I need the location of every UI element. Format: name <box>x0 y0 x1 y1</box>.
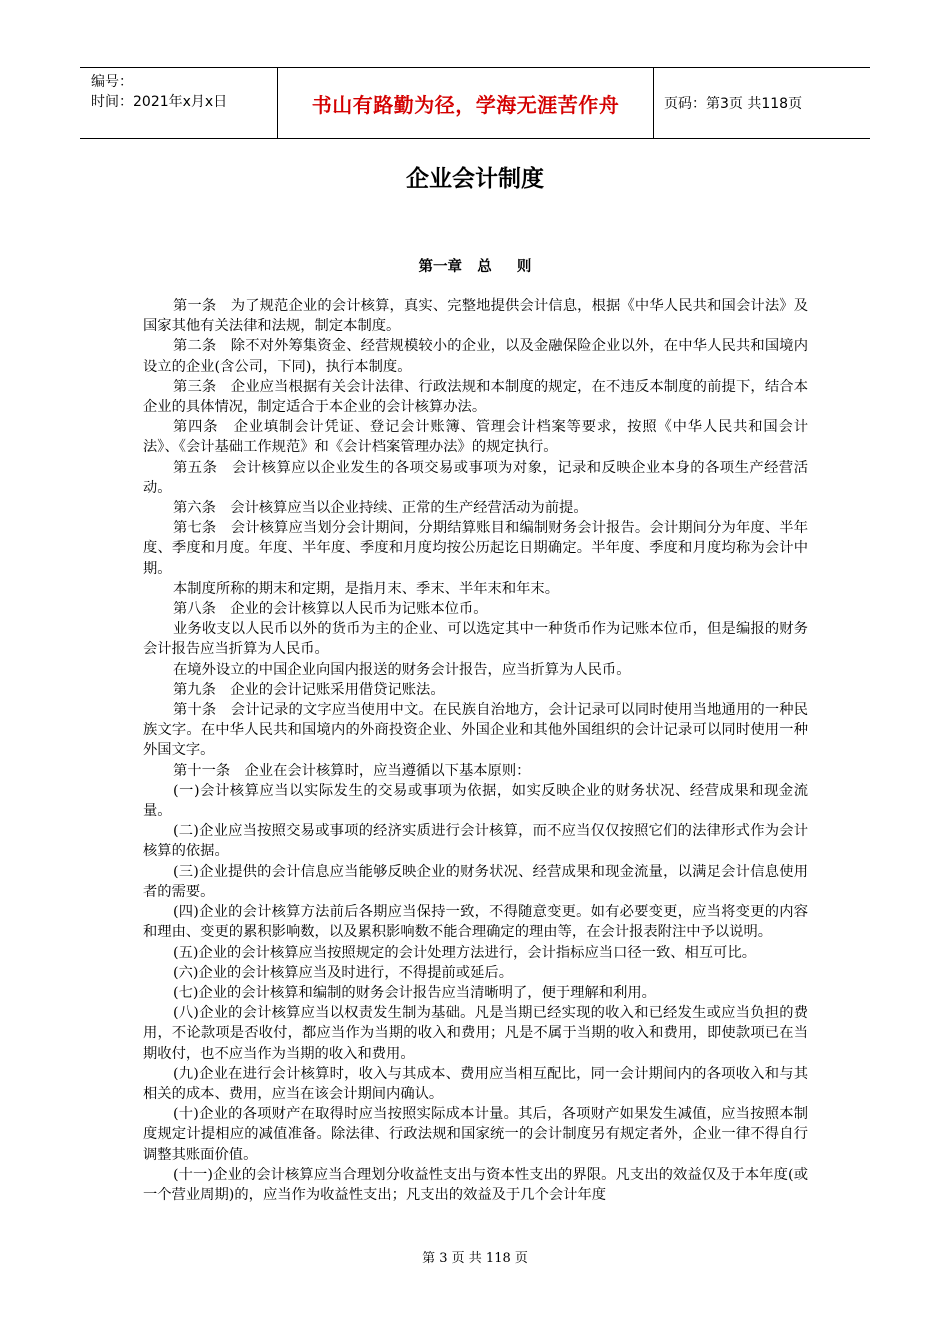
document-body <box>143 296 808 1205</box>
page-header <box>80 67 870 139</box>
article-paragraph: (十)企业的各项财产在取得时应当按照实际成本计量。其后，各项财产如果发生减值，应当按照本制度规定计提相应的减值准备。除法律、行政法规和国家统一的会计制度另有规定者外，企业一律不得自行调整其账面价值。 <box>143 1106 808 1163</box>
article-paragraph: 第十一条 企业在会计核算时，应当遵循以下基本原则： <box>173 762 531 779</box>
article-paragraph: (一)会计核算应当以实际发生的交易或事项为依据，如实反映企业的财务状况、经营成果和现金流量。 <box>143 782 808 820</box>
header-meta <box>80 68 278 138</box>
article-paragraph: 第七条 会计核算应当划分会计期间，分期结算账目和编制财务会计报告。会计期间分为年度、半年度、季度和月度。年度、半年度、季度和月度均按公历起讫日期确定。半年度、季度和月度均称为会计中期。 <box>143 520 808 577</box>
article-paragraph: 第五条 会计核算应以企业发生的各项交易或事项为对象，记录和反映企业本身的各项生产经营活动。 <box>143 459 808 496</box>
chapter-heading: 第一章 总 则 <box>418 259 532 275</box>
page-footer: 第 3 页 共 118 页 <box>422 1251 528 1266</box>
article-paragraph: 第九条 企业的会计记账采用借贷记账法。 <box>173 681 445 698</box>
article-paragraph: 第三条 企业应当根据有关会计法律、行政法规和本制度的规定，在不违反本制度的前提下，结合本企业的具体情况，制定适合于本企业的会计核算办法。 <box>143 378 808 416</box>
article-paragraph: 第六条 会计核算应当以企业持续、正常的生产经营活动为前提。 <box>173 500 588 517</box>
number-label: 编号： <box>91 74 133 90</box>
article-paragraph: (六)企业的会计核算应当及时进行，不得提前或延后。 <box>173 964 513 981</box>
article-paragraph: (四)企业的会计核算方法前后各期应当保持一致，不得随意变更。如有必要变更，应当将变更的内容和理由、变更的累积影响数，以及累积影响数不能合理确定的理由等，在会计报表附注中予以说明。 <box>143 904 808 941</box>
article-paragraph: 第四条 企业填制会计凭证、登记会计账簿、管理会计档案等要求，按照《中华人民共和国会计法》、《会计基础工作规范》和《会计档案管理办法》的规定执行。 <box>143 419 808 456</box>
header-page-info: 页码：第3页 共118页 <box>664 96 803 112</box>
article-paragraph: (三)企业提供的会计信息应当能够反映企业的财务状况、经营成果和现金流量，以满足会计信息使用者的需要。 <box>143 863 808 900</box>
article-paragraph: (七)企业的会计核算和编制的财务会计报告应当清晰明了，便于理解和利用。 <box>173 984 656 1001</box>
article-paragraph: 第八条 企业的会计核算以人民币为记账本位币。 <box>173 601 488 618</box>
header-page-info-cell <box>654 68 870 138</box>
article-paragraph: 第二条 除不对外筹集资金、经营规模较小的企业，以及金融保险企业以外，在中华人民共和国境内设立的企业(含公司，下同)，执行本制度。 <box>143 338 808 375</box>
article-paragraph: 业务收支以人民币以外的货币为主的企业、可以选定其中一种货币作为记账本位币，但是编报的财务会计报告应当折算为人民币。 <box>143 621 808 658</box>
document-title: 企业会计制度 <box>406 166 544 192</box>
article-paragraph: (九)企业在进行会计核算时，收入与其成本、费用应当相互配比，同一会计期间内的各项收入和与其相关的成本、费用，应当在该会计期间内确认。 <box>143 1065 808 1102</box>
article-paragraph: (五)企业的会计核算应当按照规定的会计处理方法进行，会计指标应当口径一致、相互可比。 <box>173 944 757 961</box>
article-paragraph: (十一)企业的会计核算应当合理划分收益性支出与资本性支出的界限。凡支出的效益仅及于本年度(或一个营业周期)的，应当作为收益性支出；凡支出的效益及于几个会计年度 <box>143 1166 808 1203</box>
header-motto: 书山有路勤为径，学海无涯苦作舟 <box>311 92 620 117</box>
article-paragraph: 在境外设立的中国企业向国内报送的财务会计报告，应当折算为人民币。 <box>173 661 631 678</box>
article-paragraph: (二)企业应当按照交易或事项的经济实质进行会计核算，而不应当仅仅按照它们的法律形式作为会计核算的依据。 <box>143 823 808 860</box>
time-label: 时间：2021年x月x日 <box>91 94 228 110</box>
article-paragraph: 第一条 为了规范企业的会计核算，真实、完整地提供会计信息，根据《中华人民共和国会计法》及国家其他有关法律和法规，制定本制度。 <box>143 298 808 335</box>
article-paragraph: (八)企业的会计核算应当以权责发生制为基础。凡是当期已经实现的收入和已经发生或应当负担的费用，不论款项是否收付，都应当作为当期的收入和费用；凡是不属于当期的收入和费用，即使款项已在当期收付，也不应当作为当期的收入和费用。 <box>143 1005 808 1062</box>
header-motto-cell <box>278 68 654 138</box>
article-paragraph: 本制度所称的期末和定期，是指月末、季末、半年末和年末。 <box>173 580 560 597</box>
article-paragraph: 第十条 会计记录的文字应当使用中文。在民族自治地方，会计记录可以同时使用当地通用的一种民族文字。在中华人民共和国境内的外商投资企业、外国企业和其他外国组织的会计记录可以同时使用一种外国文字。 <box>143 702 808 759</box>
